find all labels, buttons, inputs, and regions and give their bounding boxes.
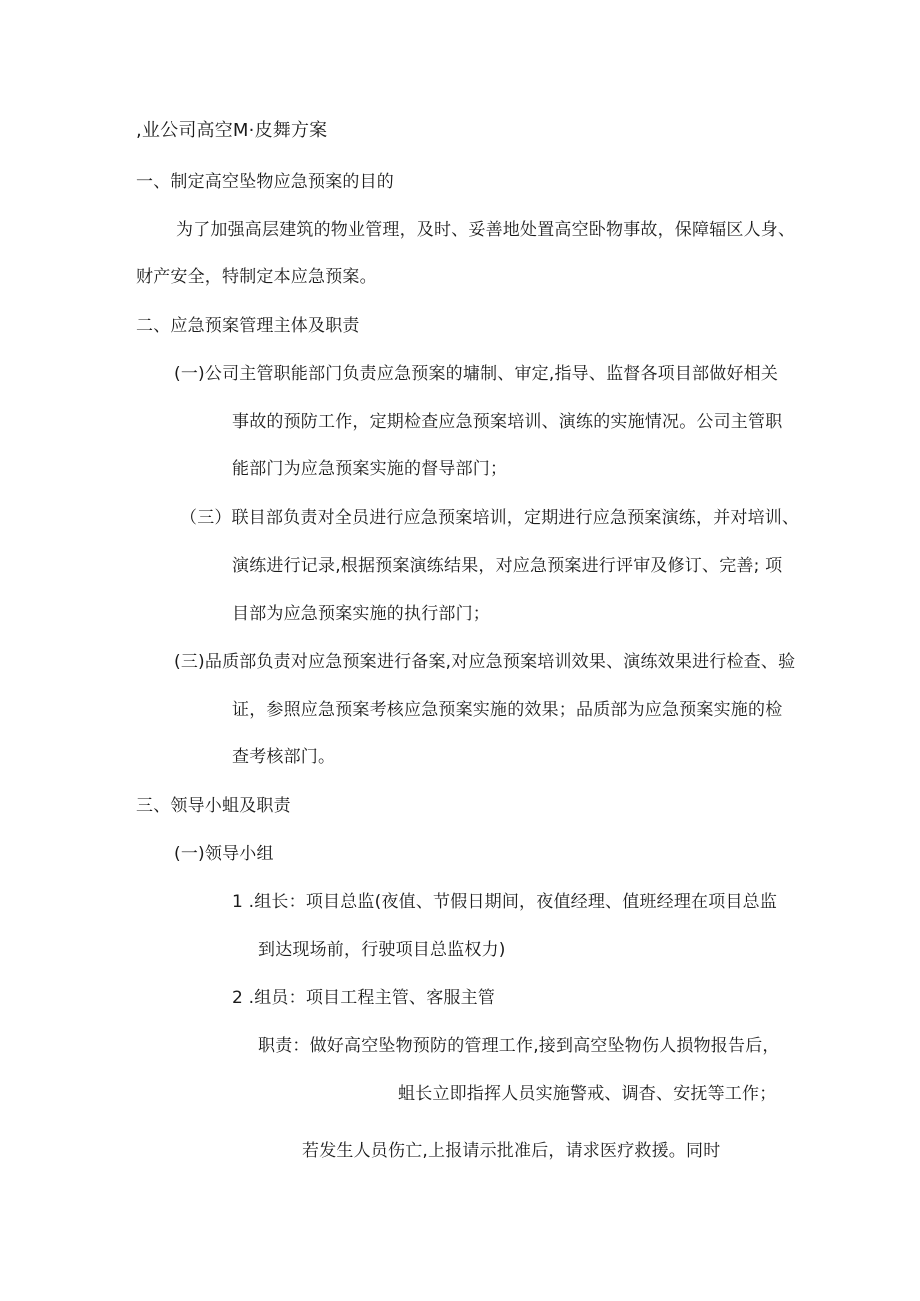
section-2-item-2-line-1: （三）联目部负责对全员进行应急预案培训，定期进行应急预案演练，并对培训、 [180, 508, 800, 528]
section-1-heading: 一、制定高空坠物应急预案的目的 [136, 172, 394, 192]
section-3-item-1-line-1: 1 .组长：项目总监(夜值、节假日期间，夜值经理、值班经理在项目总监 [232, 892, 778, 912]
section-2-item-2-line-2: 演练进行记录,根据预案演练结果，对应急预案进行评审及修订、完善; 项 [232, 556, 783, 576]
section-3-subheading: (一)领导小组 [174, 844, 274, 864]
section-3-duties-line-1: 职责：做好高空坠物预防的管理工作,接到高空坠物伤人损物报告后， [258, 1036, 780, 1056]
section-3-duties-line-2: 蛆长立即指挥人员实施警戒、调杳、安抚等工作； [398, 1084, 777, 1104]
document-title: ,业公司高空M·皮舞方案 [136, 120, 328, 141]
section-2-item-3-line-2: 证，参照应急预案考核应急预案实施的效果；品质部为应急预案实施的检 [232, 700, 783, 720]
section-2-item-3-line-3: 查考核部门。 [232, 747, 336, 767]
section-3-duties-line-3: 若发生人员伤亡,上报请示批准后，请求医疗救援。同时 [302, 1141, 721, 1161]
section-3-item-1-line-2: 到达现场前，行驶项目总监权力) [258, 940, 506, 960]
section-1-paragraph-line-1: 为了加强高层建筑的物业管理，及时、妥善地处置高空卧物事故，保障辐区人身、 [176, 220, 796, 240]
section-2-item-1-line-1: (一)公司主管职能部门负责应急预案的墉制、审定,指导、监督各项目部做好相关 [174, 364, 779, 384]
section-3-heading: 三、领导小蛆及职责 [136, 796, 291, 816]
section-2-item-1-line-2: 事故的预防工作，定期检查应急预案培训、演练的实施情况。公司主管职 [232, 412, 783, 432]
section-1-paragraph-line-2: 财产安全，特制定本应急预案。 [136, 267, 377, 287]
section-2-item-1-line-3: 能部门为应急预案实施的督导部门； [232, 459, 508, 479]
section-2-item-2-line-3: 目部为应急预案实施的执行部门； [232, 604, 490, 624]
section-2-heading: 二、应急预案管理主体及职责 [136, 316, 360, 336]
section-2-item-3-line-1: (三)品质部负责对应急预案进行备案,对应急预案培训效果、演练效果进行检查、验 [174, 652, 796, 672]
section-3-item-2-line-1: 2 .组员：项目工程主管、客服主管 [232, 988, 496, 1008]
